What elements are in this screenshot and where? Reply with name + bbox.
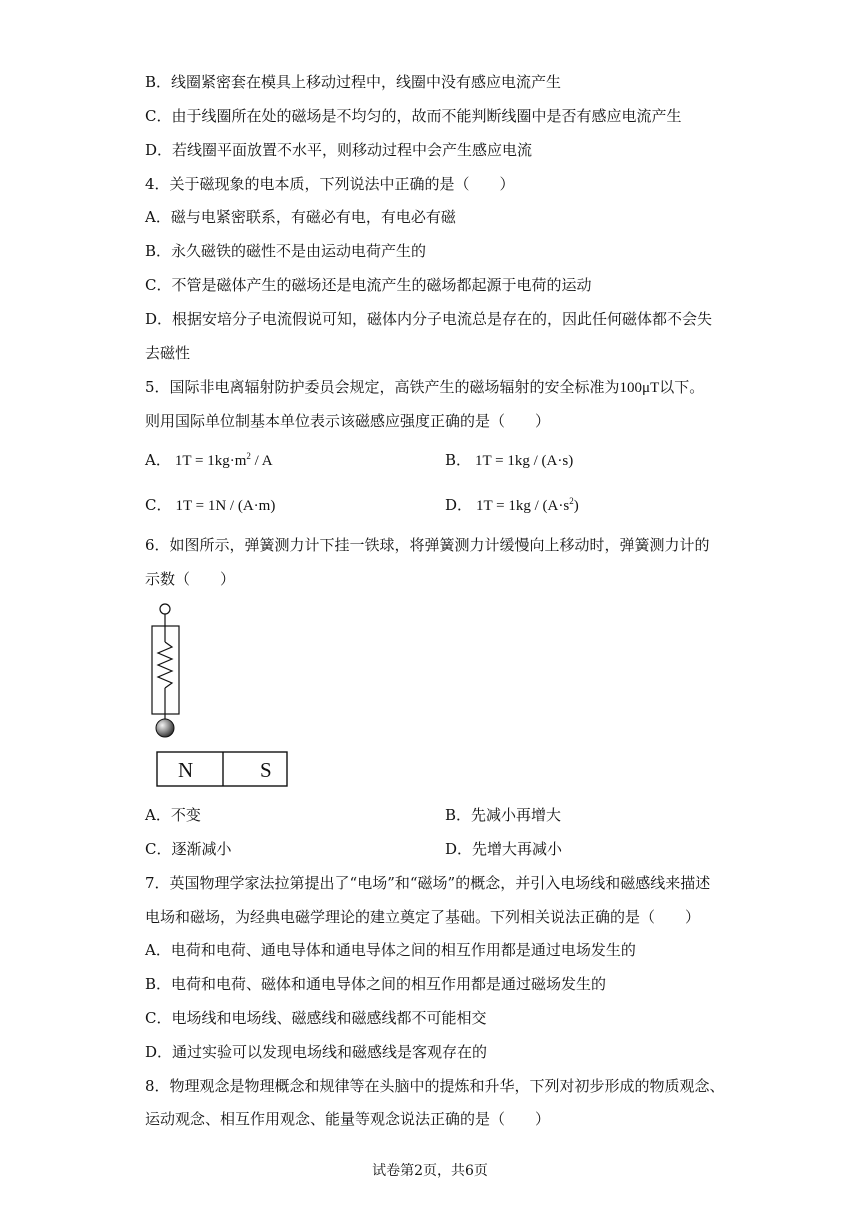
q8-stem-line2: 运动观念、相互作用观念、能量等观念说法正确的是（ ） xyxy=(145,1110,551,1128)
q5-option-d-tail: ) xyxy=(573,498,579,514)
q5-stem-value: 100μT xyxy=(619,380,660,396)
q3-option-d: D．若线圈平面放置不水平，则移动过程中会产生感应电流 xyxy=(145,141,533,159)
q5-option-c-label: C． xyxy=(145,496,172,514)
scale-hook-ring xyxy=(160,604,170,614)
q4-option-a: A．磁与电紧密联系，有磁必有电，有电必有磁 xyxy=(145,208,456,226)
q5-option-a-label: A． xyxy=(145,451,171,469)
q5-option-c-formula: 1T = 1N / (A·m) xyxy=(175,498,276,514)
q5-option-a xyxy=(145,450,273,471)
q5-stem-text: 5．国际非电离辐射防护委员会规定，高铁产生的磁场辐射的安全标准为 xyxy=(145,378,620,396)
q5-option-d-sup: 2 xyxy=(569,496,574,506)
q5-option-d-label: D． xyxy=(445,496,473,514)
q5-stem-tail: 以下。 xyxy=(659,378,705,396)
q5-option-b-label: B． xyxy=(445,451,472,469)
iron-ball xyxy=(156,719,174,737)
q5-stem-line1 xyxy=(145,377,704,398)
spring-scale-magnet-figure xyxy=(145,600,295,795)
q7-stem-line2: 电场和磁场，为经典电磁学理论的建立奠定了基础。下列相关说法正确的是（ ） xyxy=(145,908,701,926)
q6-stem-line1: 6．如图所示，弹簧测力计下挂一铁球，将弹簧测力计缓慢向上移动时，弹簧测力计的 xyxy=(145,536,710,554)
q5-option-b-formula: 1T = 1kg / (A·s) xyxy=(475,453,574,469)
q3-option-c: C．由于线圈所在处的磁场是不均匀的，故而不能判断线圈中是否有感应电流产生 xyxy=(145,107,682,125)
q4-option-d-line2: 去磁性 xyxy=(145,344,191,362)
q7-stem-line1: 7．英国物理学家法拉第提出了“电场”和“磁场”的概念，并引入电场线和磁感线来描述 xyxy=(145,874,711,892)
q5-option-d-formula: 1T = 1kg / (A·s xyxy=(476,498,570,514)
q4-option-c: C．不管是磁体产生的磁场还是电流产生的磁场都起源于电荷的运动 xyxy=(145,276,592,294)
q5-option-a-tail: / A xyxy=(250,453,273,469)
q7-option-c: C．电场线和电场线、磁感线和磁感线都不可能相交 xyxy=(145,1009,487,1027)
q6-option-a: A．不变 xyxy=(145,806,201,824)
q5-option-b xyxy=(445,450,573,471)
q4-option-d-line1: D．根据安培分子电流假说可知，磁体内分子电流总是存在的，因此任何磁体都不会失 xyxy=(145,310,713,328)
q6-option-c: C．逐渐减小 xyxy=(145,840,232,858)
q5-option-a-formula: 1T = 1kg·m xyxy=(174,453,247,469)
q6-option-d: D．先增大再减小 xyxy=(445,840,563,858)
q7-option-b: B．电荷和电荷、磁体和通电导体之间的相互作用都是通过磁场发生的 xyxy=(145,975,607,993)
q6-stem-line2: 示数（ ） xyxy=(145,570,236,588)
magnet-north-label: N xyxy=(178,758,194,782)
q4-stem: 4．关于磁现象的电本质，下列说法中正确的是（ ） xyxy=(145,175,515,193)
q8-stem-line1: 8．物理观念是物理概念和规律等在头脑中的提炼和升华，下列对初步形成的物质观念、 xyxy=(145,1077,725,1095)
q5-option-c xyxy=(145,495,275,516)
q5-stem-line2: 则用国际单位制基本单位表示该磁感应强度正确的是（ ） xyxy=(145,412,551,430)
q5-option-a-sup: 2 xyxy=(246,451,251,461)
q6-option-b: B．先减小再增大 xyxy=(445,806,562,824)
q7-option-d: D．通过实验可以发现电场线和磁感线是客观存在的 xyxy=(145,1043,488,1061)
page-footer: 试卷第2页，共6页 xyxy=(372,1163,488,1179)
q5-option-d xyxy=(445,495,579,516)
magnet-south-label: S xyxy=(260,758,272,782)
q7-option-a: A．电荷和电荷、通电导体和通电导体之间的相互作用都是通过电场发生的 xyxy=(145,941,636,959)
q3-option-b: B．线圈紧密套在模具上移动过程中，线圈中没有感应电流产生 xyxy=(145,73,562,91)
q4-option-b: B．永久磁铁的磁性不是由运动电荷产生的 xyxy=(145,242,427,260)
